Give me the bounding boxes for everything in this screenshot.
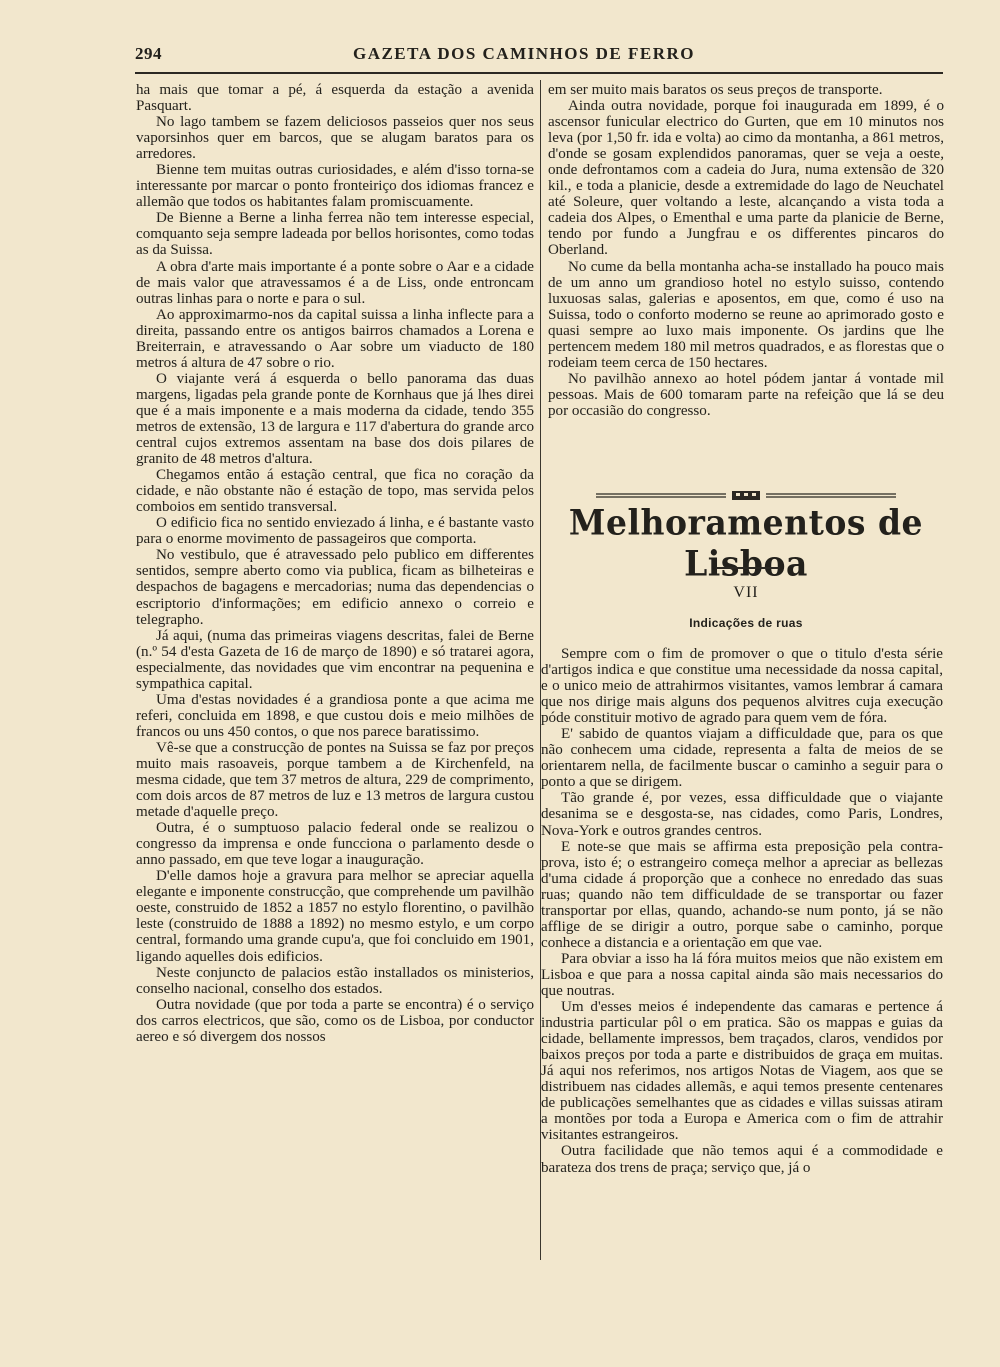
journal-title: GAZETA DOS CAMINHOS DE FERRO [352, 44, 696, 63]
paragraph: No pavilhão annexo ao hotel pódem jantar á vontade mil pessoas. Mais de 600 tomaram parte na refeição que lá se deu por occasião do congresso. [548, 370, 944, 419]
paragraph: Neste conjuncto de palacios estão installados os ministerios, conselho nacional, conselho dos estados. [136, 964, 534, 997]
paragraph: O edificio fica no sentido enviezado á linha, e é bastante vasto para o enorme movimento de passageiros que comporta. [136, 515, 534, 548]
right-column-top [548, 82, 944, 419]
title-rule [716, 567, 780, 569]
paragraph: Ao approximarmo-nos da capital suissa a linha inflecte para a direita, passando entre os antigos bairros chamados a Lorena e Breiterrain, e atravessando o Aar sobre um viaducto de 180 metros á altura de 47 sobre o rio. [136, 306, 534, 371]
right-column-bottom [541, 646, 943, 1176]
paragraph: Chegamos então á estação central, que fica no coração da cidade, e não obstante não é estação de topo, mas servida pelos comboios em sentido transversal. [136, 467, 534, 516]
paragraph: Sempre com o fim de promover o que o titulo d'esta série d'artigos indica e que constitue uma necessidade da nossa capital, e o unico meio de attrahirmos visitantes, vamos lembrar á camara que nos dirige mais alguns dos pequenos alvitres cuja execução póde constituir motivo de agrado para quem vem de fóra. [541, 646, 943, 727]
paragraph: Outra novidade (que por toda a parte se encontra) é o serviço dos carros electricos, que são, como os de Lisboa, por conductor aereo e só divergem dos nossos [136, 996, 534, 1045]
paragraph: Um d'esses meios é independente das camaras e pertence á industria particular pôl o em pratica. São os mappas e guias da cidade, bellamente impressos, bem traçados, claros, vendidos por baixos preços por toda a parte e distribuidos de graça em muitas. Já aqui nos referimos, nos artigos Notas de Viagem, aos que se distribuem nas cidades allemãs, e aqui temos presente centenares de publicações semelhantes que as cidades e villas suissas atiram a montões por toda a Europa e America com o fim de attrahir visitantes estrangeiros. [541, 999, 943, 1144]
paragraph: E note-se que mais se affirma esta preposição pela contra-prova, isto é; o estrangeiro começa melhor a apreciar as bellezas d'uma cidade á proporção que a conhece no enredado das suas ruas; quando não tem difficuldade de se transportar ou fazer transportar por ellas, quando, achando-se num ponto, já se não afflige de se dirigir a outro, porque sabe o caminho, porque conhece a distancia e a orientação em que vae. [541, 838, 943, 951]
page-number: 294 [135, 44, 162, 63]
paragraph: A obra d'arte mais importante é a ponte sobre o Aar e a cidade de mais valor que atravessamos é a de Liss, onde entroncam outras linhas para o norte e para o sul. [136, 258, 534, 307]
paragraph: No lago tambem se fazem deliciosos passeios quer nos seus vaporsinhos quer em barcos, que se alugam baratos para os arredores. [136, 114, 534, 163]
paragraph: Uma d'estas novidades é a grandiosa ponte a que acima me referi, concluida em 1898, e que custou dois e meio milhões de francos ou uns 450 contos, o que nos parece baratissimo. [136, 691, 534, 740]
paragraph: E' sabido de quantos viajam a difficuldade que, para os que não conhecem uma cidade, representa a falta de meios de se orientarem nella, de facilmente buscar o caminho a seguir para o ponto a que se dirigem. [541, 726, 943, 791]
paragraph: Já aqui, (numa das primeiras viagens descritas, falei de Berne (n.º 54 d'esta Gazeta de 16 de março de 1890) e só tratarei agora, especialmente, das novidades que vim encontrar na pequenina e sympathica capital. [136, 627, 534, 692]
left-column [136, 82, 534, 1045]
section-title: Melhoramentos de Lisboa [568, 502, 924, 584]
paragraph: Bienne tem muitas outras curiosidades, e além d'isso torna-se interessante por marcar o ponto fronteiriço dos idiomas francez e allemão que todos os habitantes falam promiscuamente. [136, 162, 534, 211]
paragraph: Para obviar a isso ha lá fóra muitos meios que não existem em Lisboa e que para a nossa capital ainda são mais necessarios do que noutras. [541, 950, 943, 999]
section-ornament-icon [596, 490, 896, 502]
paragraph: em ser muito mais baratos os seus preços de transporte. [548, 82, 883, 98]
paragraph: Outra, é o sumptuoso palacio federal onde se realizou o congresso da imprensa e onde funcciona o parlamento desde o anno passado, em que teve logar a inauguração. [136, 820, 534, 869]
paragraph: O viajante verá á esquerda o bello panorama das duas margens, ligadas pela grande ponte de Kornhaus que já lhes direi que é a mais imponente e a mais moderna da cidade, tendo 355 metros de extensão, 13 de largura e 117 d'abertura do grande arco central cujos extremos assentam na base dos dois pilares de granito de 48 metros d'altura. [136, 370, 534, 468]
paragraph: Outra facilidade que não temos aqui é a commodidade e barateza dos trens de praça; serviço que, já o [541, 1143, 943, 1176]
paragraph: D'elle damos hoje a gravura para melhor se apreciar aquella elegante e imponente construcção, que comprehende um pavilhão oeste, construido de 1852 a 1857 no estylo florentino, o pavilhão leste (construido de 1888 a 1892) no mesmo estylo, e um corpo central, formando uma grande cupu'a, que foi concluido em 1901, ligando aquelles dois edificios. [136, 868, 534, 965]
section-number: VII [733, 584, 759, 601]
paragraph: ha mais que tomar a pé, á esquerda da estação a avenida Pasquart. [136, 82, 534, 115]
paragraph: No vestibulo, que é atravessado pelo publico em differentes sentidos, sempre aberto como via publica, ficam as bilheteiras e despachos de bagagens e mercadorias; numa das dependencias o escriptorio d'informações; em edificio annexo o correio e telegrapho. [136, 547, 534, 628]
paragraph: Tão grande é, por vezes, essa difficuldade que o viajante desanima se e desgosta-se, nas cidades, como Paris, Londres, Nova-York e outros grandes centros. [541, 790, 943, 839]
header-rule [135, 72, 943, 74]
paragraph: De Bienne a Berne a linha ferrea não tem interesse especial, comquanto seja sempre ladeada por bellos horisontes, como todas as da Suissa. [136, 210, 534, 259]
paragraph: Ainda outra novidade, porque foi inaugurada em 1899, é o ascensor funicular electrico do Gurten, que em 10 minutos nos leva (por 1,50 fr. ida e volta) ao cimo da montanha, a 861 metros, d'onde se gosam explendidos panoramas, quer se veja a oeste, onde defrontamos com a cadeia do Jura, numa extensão de 320 kil., e toda a planicie, desde a extremidade do lago de Neuchatel até Soleure, quer voltando a leste, alcançando a vista toda a cadeia dos Alpes, o Ementhal e uma parte da planicie de Berne, tendo por fundo a Jungfrau e os differentes pincaros do Oberland. [548, 98, 944, 259]
paragraph: Vê-se que a construcção de pontes na Suissa se faz por preços muito mais rasoaveis, porque tambem a de Kirchenfeld, na mesma cidade, que tem 37 metros de altura, 229 de comprimento, com dois arcos de 87 metros de luz e 13 metros de largura custou metade d'aquelle preço. [136, 739, 534, 821]
page-header [135, 44, 943, 70]
section-subtitle: Indicações de ruas [689, 616, 803, 630]
paragraph: No cume da bella montanha acha-se installado ha pouco mais de um anno um grandioso hotel no estylo suisso, contendo luxuosas salas, galerias e aposentos, em que, como é uso na Suissa, todo o conforto moderno se reune ao aprimorado gosto e quasi sempre ao luxo mais imponente. Os jardins que lhe pertencem medem 180 mil metros quadrados, e as florestas que o rodeiam teem cerca de 150 hectares. [548, 258, 944, 371]
